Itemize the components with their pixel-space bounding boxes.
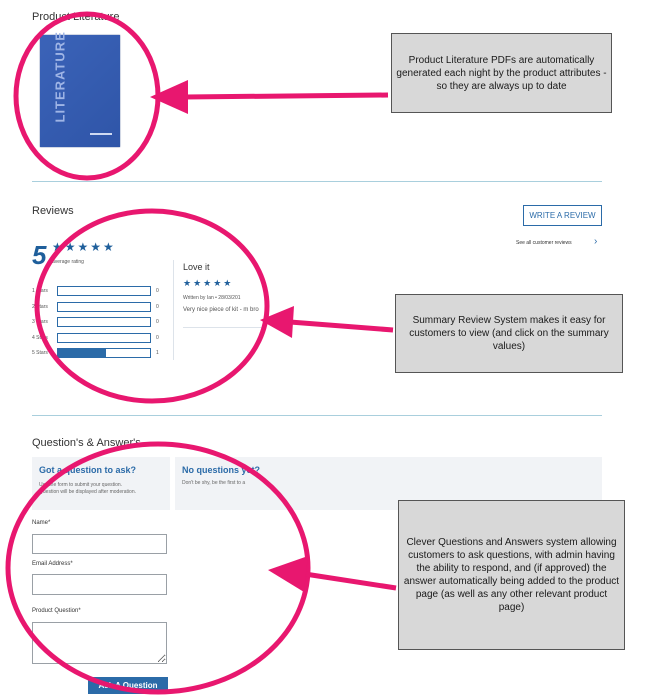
product-literature-heading: Product Literature — [32, 11, 120, 23]
rating-row[interactable] — [32, 286, 159, 296]
ask-question-title: Got a question to ask? — [39, 465, 137, 475]
rating-row[interactable] — [32, 302, 159, 312]
review-meta: Written by Ian • 28/03/201 — [183, 295, 241, 301]
average-rating-label: average rating — [52, 259, 84, 265]
brand-logo-icon — [90, 133, 112, 141]
email-field[interactable] — [32, 574, 167, 595]
reviews-heading: Reviews — [32, 205, 74, 217]
section-divider — [32, 415, 602, 416]
rating-row-label: 4 Stars — [32, 335, 48, 341]
rating-row-count: 0 — [156, 304, 159, 310]
literature-arrow — [185, 95, 388, 97]
ask-question-panel — [32, 457, 170, 510]
ask-question-text-1: Use the form to submit your question. — [39, 482, 123, 488]
rating-row-label: 5 Stars — [32, 350, 48, 356]
rating-bar[interactable] — [57, 302, 151, 312]
rating-row-count: 0 — [156, 288, 159, 294]
rating-row-label: 1 Stars — [32, 288, 48, 294]
qa-arrow — [305, 574, 396, 588]
see-all-reviews-link[interactable]: See all customer reviews — [516, 240, 572, 246]
chevron-right-icon[interactable]: › — [594, 236, 598, 247]
literature-callout: Product Literature PDFs are automatically generated each night by the product attributes - so they are always up to date — [391, 33, 612, 113]
rating-row[interactable] — [32, 348, 159, 358]
literature-cover-title: LITERATURE — [52, 31, 68, 123]
review-title: Love it — [183, 262, 210, 272]
email-label: Email Address* — [32, 561, 73, 567]
average-score: 5 — [32, 240, 47, 270]
name-label: Name* — [32, 520, 51, 526]
qa-arrowhead — [268, 556, 308, 592]
reviews-arrowhead — [260, 306, 294, 338]
rating-bar[interactable] — [57, 286, 151, 296]
ask-question-text-2: Question will be displayed after moderation. — [39, 489, 136, 495]
question-label: Product Question* — [32, 608, 81, 614]
review-divider — [183, 327, 265, 328]
rating-row[interactable] — [32, 317, 159, 327]
review-body: Very nice piece of kit - m bro — [183, 307, 259, 313]
rating-row-count: 1 — [156, 350, 159, 356]
review-column-separator — [173, 260, 174, 360]
no-questions-title: No questions yet? — [182, 465, 261, 475]
section-divider — [32, 181, 602, 182]
rating-bar[interactable] — [57, 333, 151, 343]
rating-row-label: 3 Stars — [32, 319, 48, 325]
average-star-rating: ★★★★★ — [52, 240, 116, 254]
rating-row[interactable] — [32, 333, 159, 343]
write-review-button[interactable]: WRITE A REVIEW — [523, 205, 602, 226]
reviews-arrow — [290, 322, 393, 330]
rating-bar[interactable] — [57, 317, 151, 327]
rating-row-count: 0 — [156, 319, 159, 325]
rating-row-label: 2 Stars — [32, 304, 48, 310]
question-textarea[interactable] — [32, 622, 167, 664]
ask-question-button[interactable]: Ask A Question — [88, 677, 168, 694]
review-star-rating: ★★★★★ — [183, 278, 234, 288]
reviews-callout: Summary Review System makes it easy for customers to view (and click on the summary values) — [395, 294, 623, 373]
literature-pdf-cover[interactable] — [40, 31, 120, 147]
rating-row-count: 0 — [156, 335, 159, 341]
rating-bar-fill — [58, 349, 106, 357]
qa-callout: Clever Questions and Answers system allowing customers to ask questions, with admin having the ability to respond, and (if approved) the answer automatically being added to the product page (as well as any other relevant product page) — [398, 500, 625, 650]
qa-heading: Question's & Answer's — [32, 437, 141, 449]
literature-arrowhead — [150, 80, 188, 114]
rating-bar[interactable] — [57, 348, 151, 358]
no-questions-text: Don't be shy, be the first to a — [182, 480, 246, 486]
name-field[interactable] — [32, 534, 167, 554]
